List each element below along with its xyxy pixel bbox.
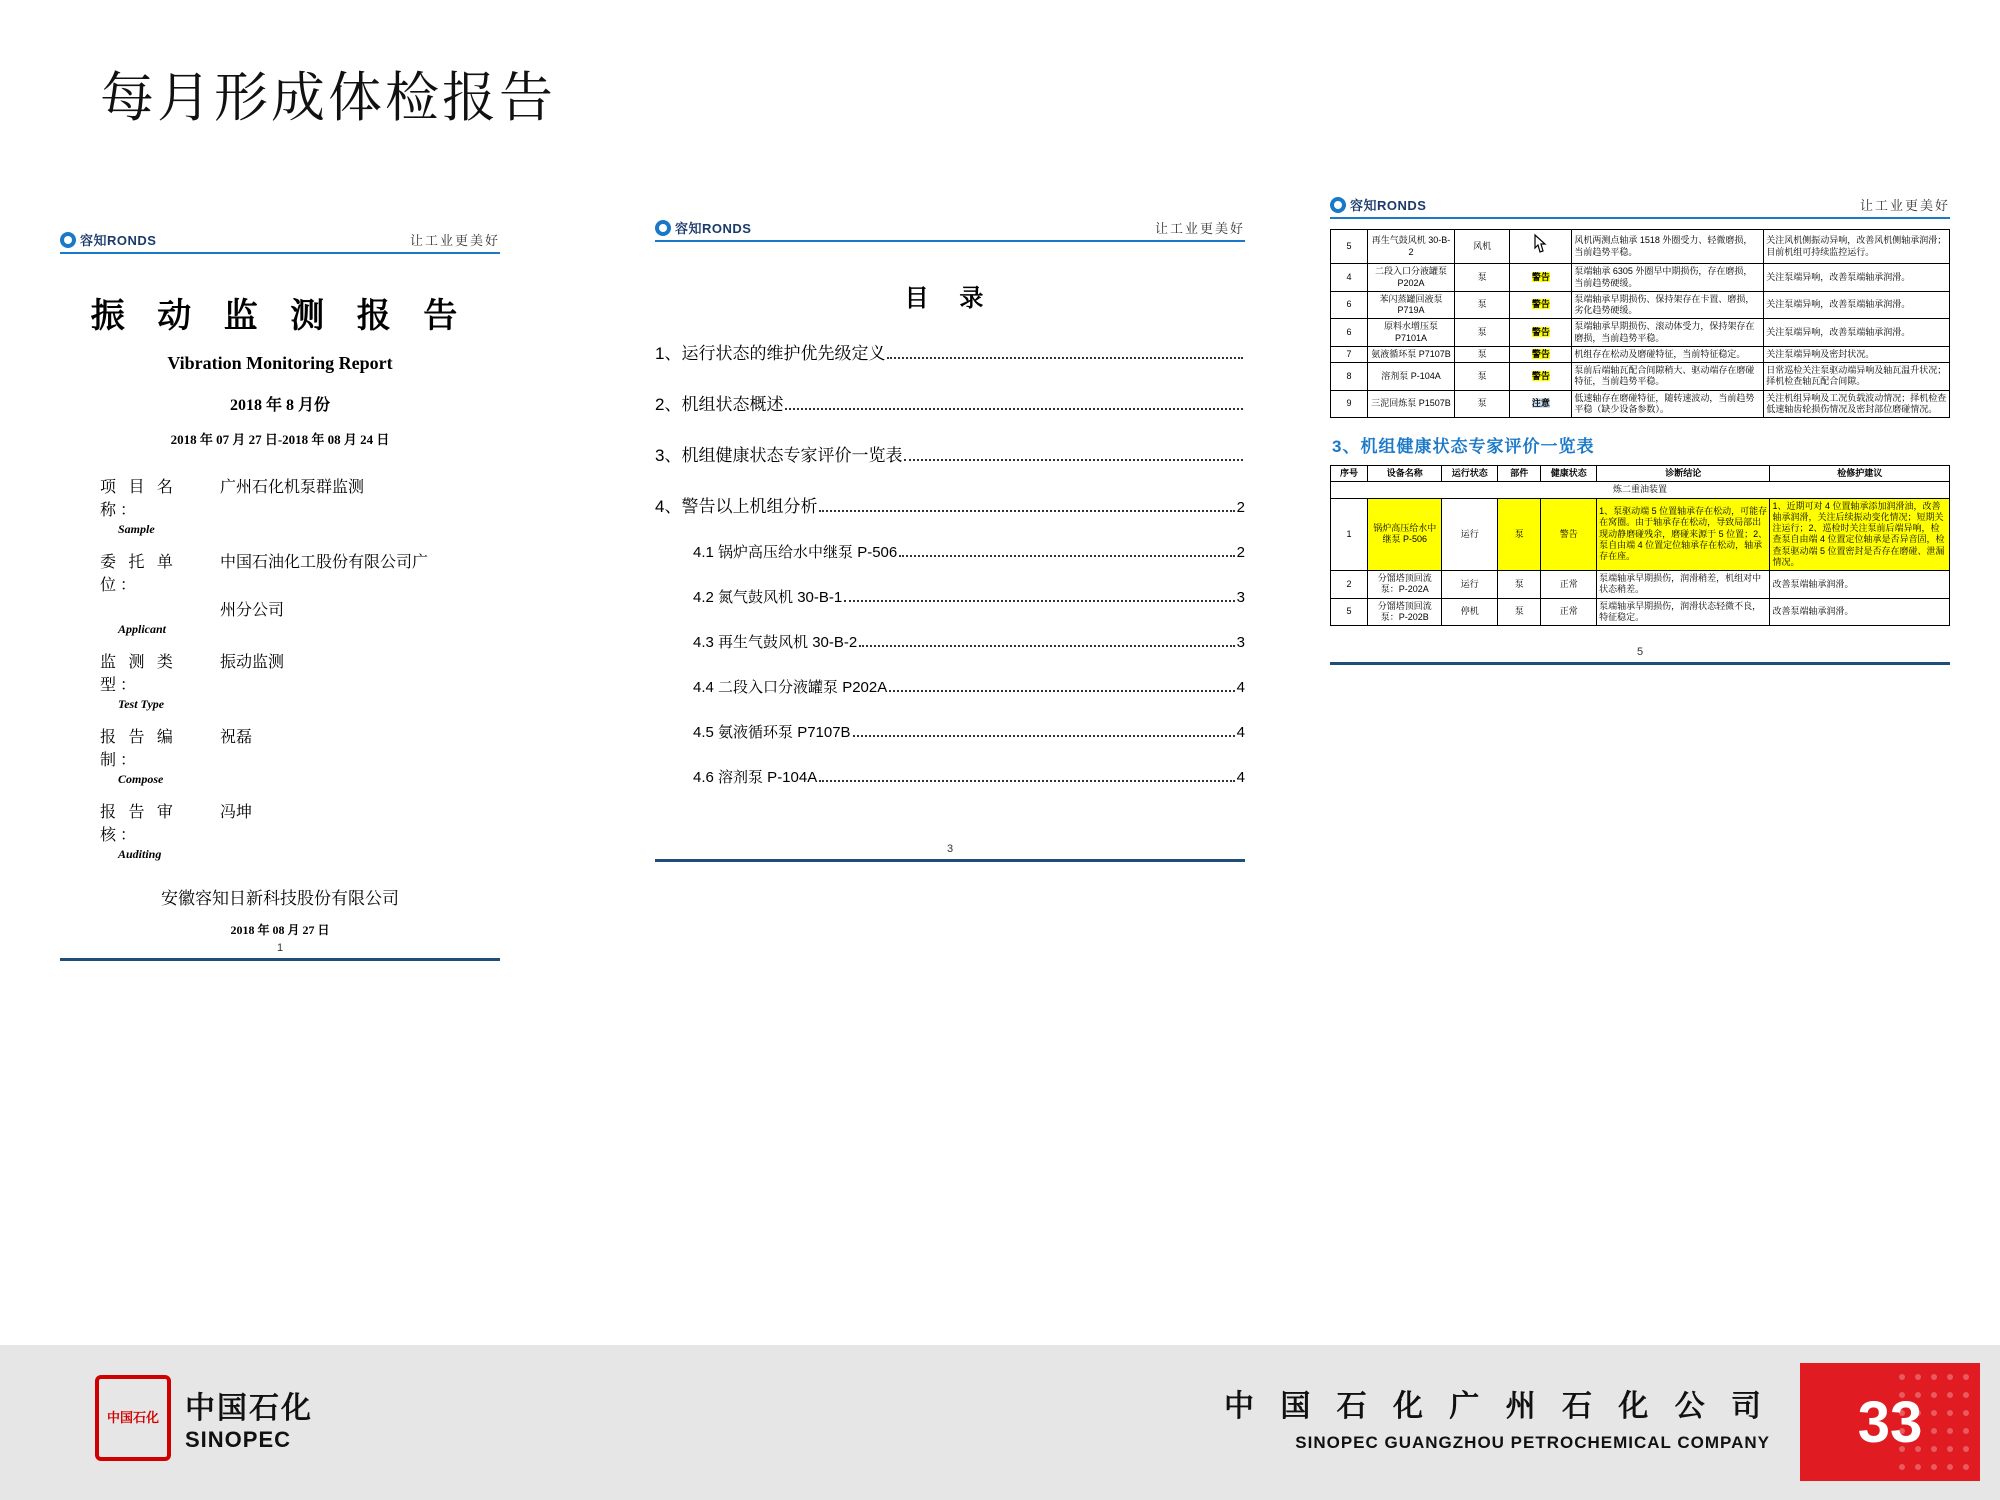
page-number: 3	[946, 843, 954, 855]
row-equipment: 三泥回炼泵 P1507B	[1368, 390, 1455, 418]
toc-item[interactable]	[693, 676, 1245, 697]
row-equipment: 分馏塔顶回流泵：P-202B	[1368, 598, 1442, 626]
toc-item-page: 2	[1236, 544, 1245, 561]
sinopec-mark-icon: 中国石化	[95, 1375, 171, 1461]
row-run-status: 停机	[1442, 598, 1498, 626]
row-part: 泵	[1454, 390, 1510, 418]
footer-rule	[60, 958, 500, 961]
toc-item[interactable]	[655, 390, 1245, 415]
row-status	[1510, 363, 1572, 391]
row-health: 警告	[1541, 498, 1597, 571]
toc-title: 目 录	[904, 285, 996, 312]
field-row	[100, 724, 500, 770]
row-no: 9	[1331, 390, 1368, 418]
toc-item[interactable]	[693, 766, 1245, 787]
page3-header	[1330, 195, 1950, 214]
toc-leader	[844, 600, 1234, 602]
row-advice: 关注泵端异响，改善泵端轴承润滑。	[1764, 264, 1950, 292]
brand-slogan: 让工业更美好	[1859, 198, 1950, 213]
issuing-date: 2018 年 08 月 27 日	[230, 923, 330, 937]
row-part: 泵	[1454, 264, 1510, 292]
toc-leader	[785, 408, 1243, 410]
row-diagnosis: 泵前后端轴瓦配合间隙稍大、驱动端存在磨碰特征，当前趋势平稳。	[1572, 363, 1764, 391]
table-row	[1331, 319, 1950, 347]
row-part: 泵	[1454, 346, 1510, 362]
toc-leader	[904, 459, 1243, 461]
field-label-en: Auditing	[118, 847, 162, 861]
field-label-en: Compose	[118, 772, 164, 786]
field-label-en: Sample	[118, 522, 155, 536]
row-advice: 改善泵端轴承润滑。	[1770, 598, 1950, 626]
field-label: 报 告 编 制：	[100, 729, 177, 769]
slide-number: 33	[1857, 1389, 1923, 1455]
report-cover-page	[60, 230, 500, 970]
table-row	[1331, 571, 1950, 599]
col-equipment: 设备名称	[1368, 466, 1442, 482]
ronds-logo-text: 容知RONDS	[80, 233, 157, 248]
field-label: 监 测 类 型：	[100, 654, 177, 694]
toc-leader	[899, 555, 1234, 557]
toc-item-label: 4.6 溶剂泵 P-104A	[693, 769, 818, 786]
col-health: 健康状态	[1541, 466, 1597, 482]
report-evaluation-page	[1330, 195, 1950, 985]
toc-leader	[853, 735, 1235, 737]
field-value-line2: 州分公司	[220, 602, 285, 619]
table-row	[1331, 498, 1950, 571]
dot-pattern-icon	[1894, 1369, 1974, 1475]
row-equipment: 再生气鼓风机 30-B-2	[1368, 230, 1455, 264]
group-label: 炼二重油装置	[1331, 482, 1950, 498]
brand-slogan: 让工业更美好	[1154, 221, 1245, 236]
col-part: 部件	[1498, 466, 1541, 482]
field-value: 振动监测	[220, 654, 285, 671]
slide-number-badge	[1800, 1363, 1980, 1481]
row-advice: 日常巡检关注泵驱动端异响及轴瓦温升状况；择机检查轴瓦配合间隙。	[1764, 363, 1950, 391]
row-diagnosis: 泵端轴承早期损伤、滚动体受力，保持架存在磨损，当前趋势平稳。	[1572, 319, 1764, 347]
field-label-en: Applicant	[118, 622, 167, 636]
sinopec-names	[185, 1383, 313, 1453]
table-row	[1331, 390, 1950, 418]
col-advice: 检修护建议	[1770, 466, 1950, 482]
row-diagnosis: 泵端轴承 6305 外圈早中期损伤，存在磨损，当前趋势硬缓。	[1572, 264, 1764, 292]
field-row	[100, 549, 500, 595]
table-row	[1331, 291, 1950, 319]
toc-item-label: 1、运行状态的维护优先级定义	[655, 344, 886, 363]
toc-item[interactable]	[693, 541, 1245, 562]
toc-item-page: 2	[1236, 499, 1245, 516]
page1-header	[60, 230, 500, 249]
status-badge: 警告	[1531, 271, 1550, 282]
row-part: 泵	[1498, 598, 1541, 626]
report-month: 2018 年 8 月份	[229, 397, 330, 414]
report-toc-page	[655, 218, 1245, 978]
row-status	[1510, 319, 1572, 347]
sinopec-logo	[95, 1375, 313, 1461]
toc-leader	[887, 357, 1243, 359]
toc-leader	[819, 780, 1234, 782]
row-part: 泵	[1498, 571, 1541, 599]
toc-item-label: 4、警告以上机组分析	[655, 497, 818, 516]
cursor-icon	[1531, 232, 1551, 258]
toc-item-page: 3	[1236, 589, 1245, 606]
header-rule	[655, 240, 1245, 242]
toc-item-label: 4.2 氮气鼓风机 30-B-1	[693, 589, 843, 606]
row-no: 7	[1331, 346, 1368, 362]
field-label: 委 托 单 位：	[100, 554, 177, 594]
page2-header	[655, 218, 1245, 237]
row-no: 2	[1331, 571, 1368, 599]
row-advice: 1、近期可对 4 位置轴承添加润滑油，改善轴承润滑，关注后续振动变化情况；短期关注运行；2、巡检时关注泵前后端异响，检查泵自由端 4 位置定位轴承是否异音固，检查泵驱动端 5 位置密封是否存在磨碰、泄漏情况。	[1770, 498, 1950, 571]
row-diagnosis: 风机两测点轴承 1518 外圈受力、轻微磨损，当前趋势平稳。	[1572, 230, 1764, 264]
company-name-en: SINOPEC GUANGZHOU PETROCHEMICAL COMPANY	[1295, 1433, 1770, 1452]
slide-footer	[0, 1345, 2000, 1500]
row-no: 5	[1331, 598, 1368, 626]
field-row-cont	[220, 597, 500, 620]
row-status	[1510, 264, 1572, 292]
header-rule	[1330, 217, 1950, 219]
row-no: 6	[1331, 291, 1368, 319]
row-advice: 改善泵端轴承润滑。	[1770, 571, 1950, 599]
ronds-logo	[1330, 195, 1426, 214]
table-row	[1331, 230, 1950, 264]
table-group-row	[1331, 482, 1950, 498]
toc-item[interactable]	[655, 339, 1245, 364]
row-part: 泵	[1498, 498, 1541, 571]
row-advice: 关注泵端异响及密封状况。	[1764, 346, 1950, 362]
row-run-status: 运行	[1442, 498, 1498, 571]
status-badge: 警告	[1531, 348, 1550, 359]
toc-item-label: 4.3 再生气鼓风机 30-B-2	[693, 634, 858, 651]
row-health: 正常	[1541, 571, 1597, 599]
field-label-en: Test Type	[118, 697, 165, 711]
row-part: 泵	[1454, 363, 1510, 391]
toc-item-page: 3	[1236, 634, 1245, 651]
status-badge: 警告	[1531, 299, 1550, 310]
row-equipment: 锅炉高压给水中继泵 P-506	[1368, 498, 1442, 571]
row-equipment: 二段入口分液罐泵 P202A	[1368, 264, 1455, 292]
field-label: 报 告 审 核：	[100, 804, 177, 844]
row-diagnosis: 泵端轴承早期损伤，润滑状态轻微不良，特征稳定。	[1597, 598, 1770, 626]
row-no: 6	[1331, 319, 1368, 347]
ronds-logo-text: 容知RONDS	[675, 221, 752, 236]
toc-item-label: 4.5 氨液循环泵 P7107B	[693, 724, 851, 741]
ronds-circle-icon	[60, 232, 76, 248]
row-equipment: 溶剂泵 P-104A	[1368, 363, 1455, 391]
field-value: 广州石化机泵群监测	[220, 479, 365, 496]
row-diagnosis: 泵端轴承早期损伤、保持架存在卡置、磨损，劣化趋势硬缓。	[1572, 291, 1764, 319]
ronds-logo	[655, 218, 751, 237]
ronds-circle-icon	[655, 220, 671, 236]
toc-item-label: 4.1 锅炉高压给水中继泵 P-506	[693, 544, 898, 561]
ronds-circle-icon	[1330, 197, 1346, 213]
field-row	[100, 649, 500, 695]
company-name-cn: 中 国 石 化 广 州 石 化 公 司	[1223, 1390, 1770, 1423]
row-diagnosis: 低速轴存在磨碰特征，随转速波动，当前趋势平稳（缺少设备参数）。	[1572, 390, 1764, 418]
field-label: 项 目 名 称：	[100, 479, 177, 519]
row-part: 泵	[1454, 319, 1510, 347]
section-title: 3、机组健康状态专家评价一览表	[1332, 437, 1595, 456]
col-diagnosis: 诊断结论	[1597, 466, 1770, 482]
status-badge: 警告	[1531, 326, 1550, 337]
table-row	[1331, 346, 1950, 362]
ronds-logo-text: 容知RONDS	[1350, 198, 1427, 213]
col-no: 序号	[1331, 466, 1368, 482]
status-badge: 注意	[1531, 398, 1550, 409]
field-value: 中国石油化工股份有限公司广	[220, 554, 429, 571]
report-period: 2018 年 07 月 27 日-2018 年 08 月 24 日	[170, 432, 390, 447]
row-status	[1510, 291, 1572, 319]
page-title: 每月形成体检报告	[100, 68, 556, 128]
row-equipment: 原料水增压泵 P7101A	[1368, 319, 1455, 347]
footer-rule	[655, 859, 1245, 862]
sinopec-name-en: SINOPEC	[185, 1427, 292, 1452]
status-badge: 警告	[1531, 370, 1550, 381]
toc-item-label: 2、机组状态概述	[655, 395, 784, 414]
row-advice: 关注机组异响及工况负载波动情况；择机检查低速轴齿轮损伤情况及密封部位磨碰情况。	[1764, 390, 1950, 418]
field-row	[100, 799, 500, 845]
field-value: 冯坤	[220, 804, 253, 821]
toc-item[interactable]	[693, 586, 1245, 607]
report-title-cn: 振 动 监 测 报 告	[90, 298, 470, 335]
equipment-status-table	[1330, 229, 1950, 418]
toc-item-page: 4	[1236, 724, 1245, 741]
row-part: 风机	[1454, 230, 1510, 264]
toc-item[interactable]	[655, 492, 1245, 517]
issuing-company: 安徽容知日新科技股份有限公司	[161, 889, 399, 908]
row-status	[1510, 346, 1572, 362]
row-equipment: 分馏塔顶回流泵：P-202A	[1368, 571, 1442, 599]
row-status	[1510, 230, 1572, 264]
row-no: 1	[1331, 498, 1368, 571]
toc-item[interactable]	[693, 631, 1245, 652]
page-number: 5	[1636, 646, 1644, 658]
health-evaluation-table	[1330, 465, 1950, 626]
row-part: 泵	[1454, 291, 1510, 319]
toc-item[interactable]	[655, 441, 1245, 466]
toc-item-page: 4	[1236, 679, 1245, 696]
toc-item-page: 4	[1236, 769, 1245, 786]
row-advice: 关注泵端异响，改善泵端轴承润滑。	[1764, 319, 1950, 347]
brand-slogan: 让工业更美好	[409, 233, 500, 248]
field-value: 祝磊	[220, 729, 253, 746]
field-row	[100, 474, 500, 520]
table-header-row	[1331, 466, 1950, 482]
footer-rule	[1330, 662, 1950, 665]
col-run-status: 运行状态	[1442, 466, 1498, 482]
header-rule	[60, 252, 500, 254]
row-no: 4	[1331, 264, 1368, 292]
report-title-en: Vibration Monitoring Report	[167, 353, 393, 373]
cover-fields	[100, 474, 500, 862]
ronds-logo	[60, 230, 156, 249]
row-diagnosis: 泵端轴承早期损伤，润滑稍差，机组对中状态稍差。	[1597, 571, 1770, 599]
row-run-status: 运行	[1442, 571, 1498, 599]
page-number: 1	[276, 942, 284, 954]
row-diagnosis: 1、泵驱动端 5 位置轴承存在松动，可能存在窝圈。由于轴承存在松动，导致局部出现动静磨碰残余，磨碰来源于 5 位置；2、泵自由端 4 位置定位轴承存在松动，轴承存在座。	[1597, 498, 1770, 571]
row-no: 8	[1331, 363, 1368, 391]
company-name-block	[1224, 1381, 1770, 1453]
row-diagnosis: 机组存在松动及磨碰特征，当前特征稳定。	[1572, 346, 1764, 362]
row-status	[1510, 390, 1572, 418]
row-advice: 关注泵端异响，改善泵端轴承润滑。	[1764, 291, 1950, 319]
sinopec-name-cn: 中国石化	[185, 1392, 313, 1425]
toc-item[interactable]	[693, 721, 1245, 742]
toc-item-label: 3、机组健康状态专家评价一览表	[655, 446, 903, 465]
row-equipment: 氨液循环泵 P7107B	[1368, 346, 1455, 362]
row-no: 5	[1331, 230, 1368, 264]
row-advice: 关注风机侧振动异响，改善风机侧轴承润滑；目前机组可持续监控运行。	[1764, 230, 1950, 264]
row-equipment: 苯闪蒸罐回液泵 P719A	[1368, 291, 1455, 319]
table-row	[1331, 598, 1950, 626]
toc-leader	[889, 690, 1234, 692]
table-row	[1331, 363, 1950, 391]
table-row	[1331, 264, 1950, 292]
row-health: 正常	[1541, 598, 1597, 626]
toc-leader	[859, 645, 1234, 647]
toc-leader	[819, 510, 1234, 512]
toc-item-label: 4.4 二段入口分液罐泵 P202A	[693, 679, 888, 696]
